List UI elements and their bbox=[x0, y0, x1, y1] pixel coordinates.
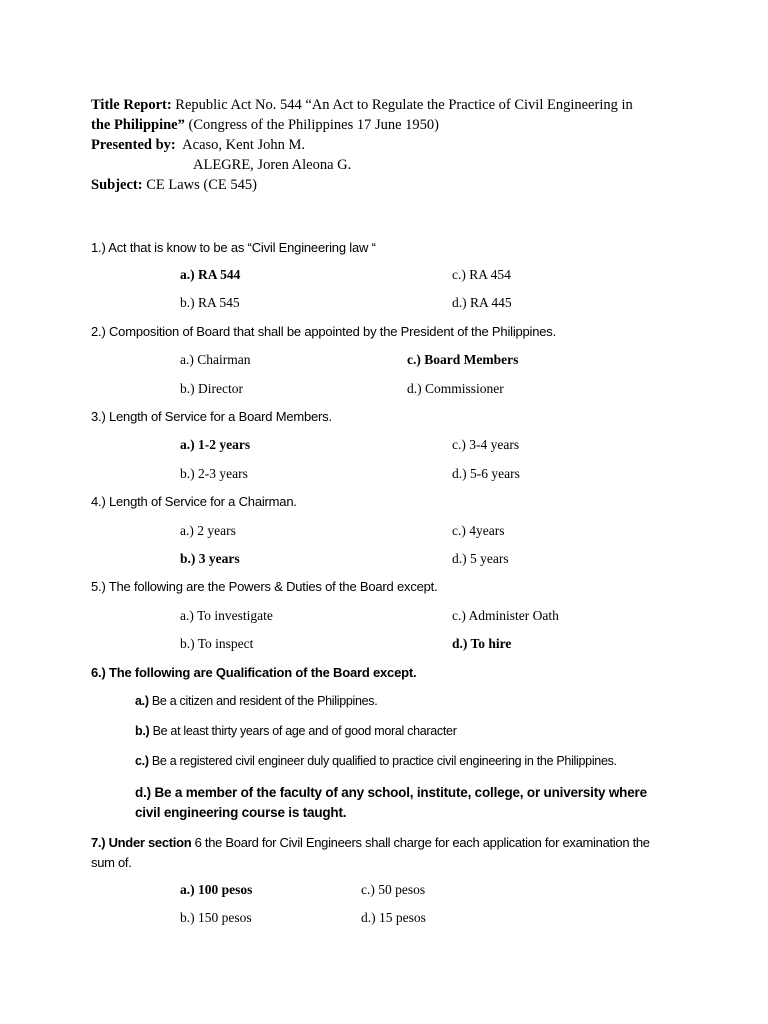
question-7 bbox=[91, 833, 671, 873]
document-header bbox=[91, 95, 691, 195]
q1-option-d: d.) RA 445 bbox=[452, 295, 512, 310]
q1-option-b: b.) RA 545 bbox=[180, 295, 240, 310]
q5-option-b: b.) To inspect bbox=[180, 636, 254, 651]
presenter-2: ALEGRE, Joren Aleona G. bbox=[193, 157, 352, 173]
q4-option-c: c.) 4years bbox=[452, 523, 505, 538]
q3-option-b: b.) 2-3 years bbox=[180, 466, 248, 481]
q6-option-c-letter: c.) bbox=[135, 754, 149, 768]
q5-option-a: a.) To investigate bbox=[180, 608, 273, 623]
q2-option-b: b.) Director bbox=[180, 381, 243, 396]
title-line-2 bbox=[91, 115, 691, 135]
subject-line bbox=[91, 175, 691, 195]
subject-text: CE Laws (CE 545) bbox=[146, 177, 257, 193]
q2-option-a: a.) Chairman bbox=[180, 352, 251, 367]
q1-option-a: a.) RA 544 bbox=[180, 267, 241, 282]
q6-option-d bbox=[135, 783, 675, 823]
question-2: 2.) Composition of Board that shall be appointed by the President of the Philippines. bbox=[91, 324, 557, 339]
q7-option-c: c.) 50 pesos bbox=[361, 882, 426, 897]
presented-line bbox=[91, 135, 691, 155]
q6-option-b-text: Be at least thirty years of age and of good moral character bbox=[152, 724, 457, 738]
title-text-1: Republic Act No. 544 “An Act to Regulate the Practice of Civil Engineering in bbox=[175, 97, 633, 113]
q5-option-d: d.) To hire bbox=[452, 636, 512, 651]
question-7-bold: 7.) Under section bbox=[91, 835, 192, 850]
question-7-rest: 6 the Board for Civil Engineers shall charge for each application for examination the sum of. bbox=[91, 835, 650, 870]
q6-option-d-letter: d.) bbox=[135, 785, 151, 800]
q6-option-c bbox=[135, 754, 695, 768]
q5-option-c: c.) Administer Oath bbox=[452, 608, 559, 623]
question-1: 1.) Act that is know to be as “Civil Engineering law “ bbox=[91, 240, 376, 255]
q6-option-a-text: Be a citizen and resident of the Philippines. bbox=[151, 694, 378, 708]
q7-option-b: b.) 150 pesos bbox=[180, 910, 252, 925]
title-label: Title Report: bbox=[91, 97, 172, 113]
q2-option-d: d.) Commissioner bbox=[407, 381, 504, 396]
q2-option-c: c.) Board Members bbox=[407, 352, 519, 367]
q6-option-d-text: Be a member of the faculty of any school, institute, college, or university where civil engineering course is taught. bbox=[135, 785, 647, 820]
q4-option-b: b.) 3 years bbox=[180, 551, 240, 566]
q3-option-a: a.) 1-2 years bbox=[180, 437, 251, 452]
q6-option-b-letter: b.) bbox=[135, 724, 150, 738]
subject-label: Subject: bbox=[91, 177, 143, 193]
question-6: 6.) The following are Qualification of the Board except. bbox=[91, 665, 417, 680]
presenter-1: Acaso, Kent John M. bbox=[182, 137, 306, 153]
question-4: 4.) Length of Service for a Chairman. bbox=[91, 494, 297, 509]
q6-option-a-letter: a.) bbox=[135, 694, 149, 708]
q1-option-c: c.) RA 454 bbox=[452, 267, 511, 282]
q4-option-d: d.) 5 years bbox=[452, 551, 509, 566]
q6-option-b bbox=[135, 724, 695, 738]
question-5: 5.) The following are the Powers & Duties of the Board except. bbox=[91, 579, 438, 594]
title-text-2-rest: (Congress of the Philippines 17 June 1950) bbox=[184, 117, 440, 133]
q3-option-d: d.) 5-6 years bbox=[452, 466, 520, 481]
question-3: 3.) Length of Service for a Board Members. bbox=[91, 409, 332, 424]
presenter-2-line bbox=[91, 155, 691, 175]
q7-option-d: d.) 15 pesos bbox=[361, 910, 426, 925]
q3-option-c: c.) 3-4 years bbox=[452, 437, 520, 452]
title-text-2-bold: the Philippine” bbox=[91, 117, 185, 133]
presented-label: Presented by: bbox=[91, 137, 176, 153]
q6-option-c-text: Be a registered civil engineer duly qualified to practice civil engineering in the Philippines. bbox=[151, 754, 617, 768]
q4-option-a: a.) 2 years bbox=[180, 523, 236, 538]
q6-option-a bbox=[135, 694, 695, 708]
q7-option-a: a.) 100 pesos bbox=[180, 882, 253, 897]
title-line-1 bbox=[91, 95, 691, 115]
